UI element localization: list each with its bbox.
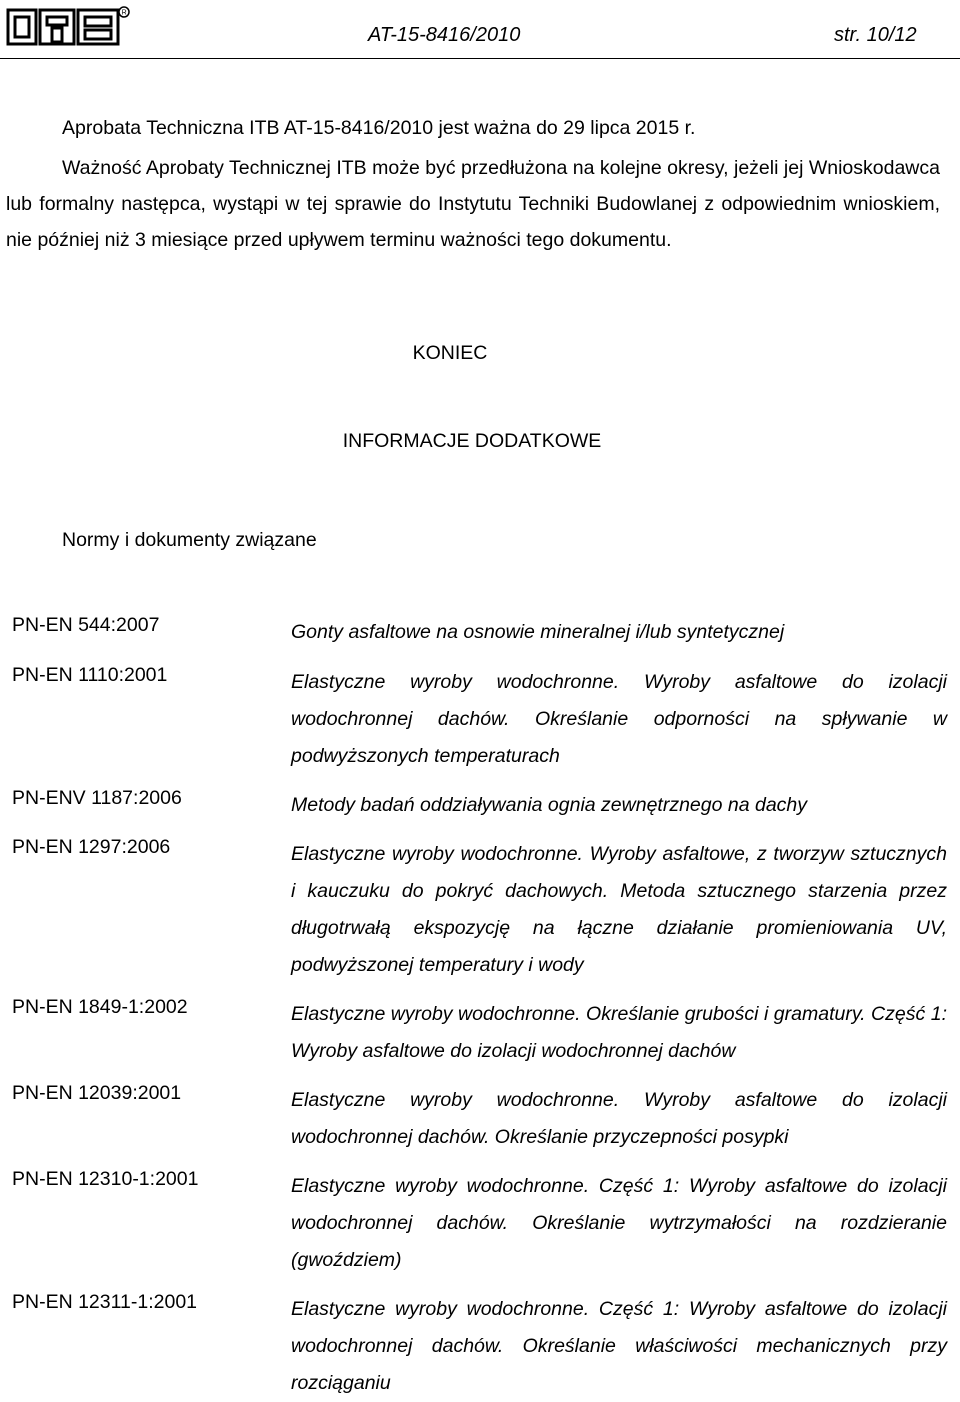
norm-description: Elastyczne wyroby wodochronne. Część 1: Wyroby asfaltowe do izolacji wodochronnej dachów. Określanie wytrzymałości na rozdzieranie (gwoździem) bbox=[291, 1175, 947, 1271]
norm-description: Elastyczne wyroby wodochronne. Wyroby asfaltowe do izolacji wodochronnej dachów. Określanie odporności na spływanie w podwyższonych temperaturach bbox=[291, 671, 947, 767]
norm-description: Elastyczne wyroby wodochronne. Wyroby asfaltowe do izolacji wodochronnej dachów. Określanie przyczepności posypki bbox=[291, 1089, 947, 1148]
page-number: str. 10/12 bbox=[834, 24, 917, 46]
norm-code: PN-EN 1110:2001 bbox=[12, 664, 168, 686]
norm-description: Elastyczne wyroby wodochronne. Część 1: Wyroby asfaltowe do izolacji wodochronnej dachów. Określanie właściwości mechanicznych przy rozciąganiu bbox=[291, 1298, 947, 1394]
norms-heading: Normy i dokumenty związane bbox=[62, 529, 317, 551]
norm-description: Gonty asfaltowe na osnowie mineralnej i/lub syntetycznej bbox=[291, 621, 785, 643]
svg-text:R: R bbox=[121, 9, 127, 17]
norm-code: PN-EN 12311-1:2001 bbox=[12, 1291, 198, 1313]
norm-code: PN-EN 1297:2006 bbox=[12, 836, 171, 858]
header-divider bbox=[0, 58, 960, 59]
page-header bbox=[0, 24, 960, 54]
norm-code: PN-EN 12310-1:2001 bbox=[12, 1168, 199, 1190]
norm-code: PN-EN 544:2007 bbox=[12, 614, 160, 636]
validity-statement: Aprobata Techniczna ITB AT-15-8416/2010 jest ważna do 29 lipca 2015 r. bbox=[62, 117, 696, 139]
norm-code: PN-EN 12039:2001 bbox=[12, 1082, 182, 1104]
extension-paragraph: Ważność Aprobaty Technicznej ITB może być przedłużona na kolejne okresy, jeżeli jej Wnioskodawca lub formalny następca, wystąpi w tej sprawie do Instytutu Techniki Budowlanej z odpowiednim wnioskiem, nie później niż 3 miesiące przed upływem terminu ważności tego dokumentu. bbox=[6, 157, 940, 251]
norm-code: PN-EN 1849-1:2002 bbox=[12, 996, 188, 1018]
norm-description: Elastyczne wyroby wodochronne. Wyroby asfaltowe, z tworzyw sztucznych i kauczuku do pokryć dachowych. Metoda sztucznego starzenia przez długotrwałą ekspozycję na łączne działanie promieniowania UV, podwyższonej temperatury i wody bbox=[291, 843, 947, 976]
norm-description: Metody badań oddziaływania ognia zewnętrznego na dachy bbox=[291, 794, 808, 816]
document-id: AT-15-8416/2010 bbox=[368, 24, 521, 46]
norm-code: PN-ENV 1187:2006 bbox=[12, 787, 182, 809]
info-heading: INFORMACJE DODATKOWE bbox=[342, 430, 602, 452]
norm-description: Elastyczne wyroby wodochronne. Określanie grubości i gramatury. Część 1: Wyroby asfaltowe do izolacji wodochronnej dachów bbox=[291, 1003, 947, 1062]
end-marker: KONIEC bbox=[412, 342, 488, 364]
